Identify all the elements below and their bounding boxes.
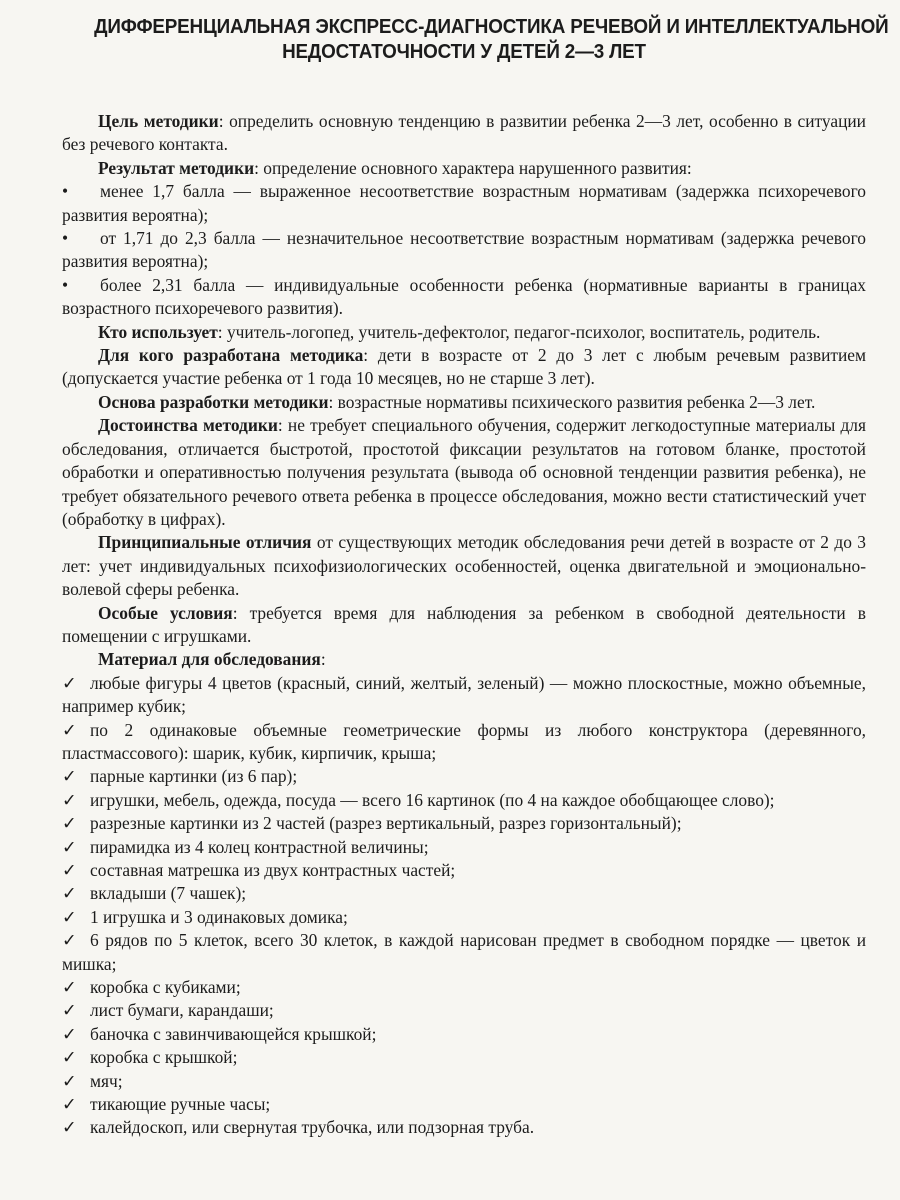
result-bullet: [62, 180, 866, 227]
material-item-text: любые фигуры 4 цветов (красный, синий, желтый, зеленый) — можно плоскостные, можно объемные, например кубик;: [62, 672, 866, 717]
result-bullet: [62, 227, 866, 274]
checkmark-icon: ✓: [62, 719, 77, 740]
materials-heading: [62, 648, 866, 671]
material-item-text: игрушки, мебель, одежда, посуда — всего 16 картинок (по 4 на каждое обобщающее слово);: [90, 789, 775, 810]
title-line-2: НЕДОСТАТОЧНОСТИ У ДЕТЕЙ 2—3 ЛЕТ: [282, 40, 646, 63]
checkmark-icon: ✓: [62, 766, 77, 787]
material-item-text: 1 игрушка и 3 одинаковых домика;: [90, 906, 348, 927]
checkmark-icon: ✓: [62, 1070, 77, 1091]
material-item: [62, 906, 866, 929]
material-item: [62, 1023, 866, 1046]
material-item-text: коробка с кубиками;: [90, 977, 241, 998]
differences-paragraph: [62, 531, 866, 601]
material-item: [62, 929, 866, 976]
document-title: [94, 14, 889, 64]
checkmark-icon: ✓: [62, 906, 77, 927]
material-item: [62, 882, 866, 905]
material-item-text: лист бумаги, карандаши;: [90, 1000, 274, 1021]
bullet-icon: •: [62, 228, 69, 249]
users-paragraph: [62, 321, 866, 344]
material-item-text: калейдоскоп, или свернутая трубочка, или подзорная труба.: [90, 1117, 535, 1138]
checkmark-icon: ✓: [62, 1117, 77, 1138]
materials-checklist: [62, 672, 866, 1140]
checkmark-icon: ✓: [62, 883, 77, 904]
goal-label: Цель методики: [98, 111, 219, 131]
material-item: [62, 1046, 866, 1069]
result-bullet-text: от 1,71 до 2,3 балла — незначительное несоответствие возрастным нормативам (задержка речевого развития вероятна);: [62, 228, 866, 272]
basis-paragraph: [62, 391, 866, 414]
material-item-text: составная матрешка из двух контрастных частей;: [90, 860, 456, 880]
checkmark-icon: ✓: [62, 1000, 77, 1021]
bullet-icon: •: [62, 181, 69, 202]
bullet-icon: •: [62, 274, 69, 295]
material-item-text: 6 рядов по 5 клеток, всего 30 клеток, в каждой нарисован предмет в свободном порядке — цветок и мишка;: [62, 930, 866, 974]
basis-text: : возрастные нормативы психического развития ребенка 2—3 лет.: [328, 391, 816, 412]
result-bullet-text: более 2,31 балла — индивидуальные особенности ребенка (нормативные варианты в границах возрастного психоречевого развития).: [62, 274, 866, 319]
differences-label: Принципиальные отличия: [98, 532, 312, 553]
checkmark-icon: ✓: [62, 1047, 77, 1068]
material-item-text: парные картинки (из 6 пар);: [90, 766, 298, 787]
conditions-label: Особые условия: [98, 602, 233, 623]
result-bullet-text: менее 1,7 балла — выраженное несоответствие возрастным нормативам (задержка психоречевого развития вероятна);: [62, 181, 866, 225]
document-body: [62, 110, 866, 1140]
checkmark-icon: ✓: [62, 977, 77, 998]
material-item-text: мяч;: [90, 1070, 123, 1091]
material-item-text: разрезные картинки из 2 частей (разрез вертикальный, разрез горизонтальный);: [90, 813, 682, 834]
material-item-text: коробка с крышкой;: [90, 1047, 238, 1068]
checkmark-icon: ✓: [62, 672, 77, 693]
material-item-text: тикающие ручные часы;: [90, 1094, 271, 1115]
checkmark-icon: ✓: [62, 860, 77, 880]
materials-label: Материал для обследования: [98, 649, 321, 670]
checkmark-icon: ✓: [62, 836, 77, 857]
audience-paragraph: [62, 344, 866, 391]
goal-text: : определить основную тенденцию в развитии ребенка 2—3 лет, особенно в ситуации без речевого контакта.: [62, 111, 866, 155]
material-item: [62, 1116, 866, 1139]
material-item: [62, 812, 866, 835]
checkmark-icon: ✓: [62, 1023, 77, 1044]
material-item-text: по 2 одинаковые объемные геометрические формы из любого конструктора (деревянного, пластмассового): шарик, кубик, кирпичик, крыша;: [62, 719, 866, 763]
checkmark-icon: ✓: [62, 789, 77, 810]
result-text: : определение основного характера нарушенного развития:: [254, 157, 692, 178]
material-item: [62, 1070, 866, 1093]
checkmark-icon: ✓: [62, 930, 77, 951]
advantages-text: : не требует специального обучения, содержит легкодоступные материалы для обследования, отличается быстротой, простотой фиксации результатов на готовом бланке, простотой обработки и оперативностью получения результата (вывода об основной тенденции развития ребенка), не требует обязательного речевого ответа ребенка в процессе обследования, можно вести статистический учет (обработку в цифрах).: [62, 415, 866, 529]
material-item: [62, 836, 866, 859]
material-item: [62, 672, 866, 719]
material-item: [62, 789, 866, 812]
audience-label: Для кого разработана методика: [98, 345, 364, 366]
users-label: Кто использует: [98, 321, 218, 342]
material-item: [62, 719, 866, 766]
checkmark-icon: ✓: [62, 813, 77, 834]
material-item-text: баночка с завинчивающейся крышкой;: [90, 1023, 377, 1044]
material-item-text: вкладыши (7 чашек);: [90, 883, 247, 904]
result-bullet-list: [62, 180, 866, 320]
basis-label: Основа разработки методики: [98, 391, 329, 412]
differences-text: от существующих методик обследования речи детей в возрасте от 2 до 3 лет: учет индивидуальных психофизиологических особенностей, оценка двигательной и эмоционально-волевой сферы ребенка.: [62, 532, 866, 600]
material-item: [62, 859, 866, 882]
material-item: [62, 999, 866, 1022]
material-item-text: пирамидка из 4 колец контрастной величины;: [90, 836, 429, 857]
materials-text: :: [320, 649, 326, 670]
result-paragraph: [62, 157, 866, 180]
checkmark-icon: ✓: [62, 1094, 77, 1115]
title-line-1: ДИФФЕРЕНЦИАЛЬНАЯ ЭКСПРЕСС-ДИАГНОСТИКА РЕЧЕВОЙ И ИНТЕЛЛЕКТУАЛЬНОЙ: [94, 15, 889, 38]
conditions-paragraph: [62, 602, 866, 649]
users-text: : учитель-логопед, учитель-дефектолог, педагог-психолог, воспитатель, родитель.: [217, 321, 821, 342]
audience-text: : дети в возрасте от 2 до 3 лет с любым речевым развитием (допускается участие ребенка от 1 года 10 месяцев, но не старше 3 лет).: [62, 345, 867, 389]
conditions-text: : требуется время для наблюдения за ребенком в свободной деятельности в помещении с игрушками.: [62, 602, 866, 646]
advantages-label: Достоинства методики: [98, 415, 278, 436]
goal-paragraph: [62, 110, 866, 157]
advantages-paragraph: [62, 414, 866, 531]
material-item: [62, 976, 866, 999]
material-item: [62, 1093, 866, 1116]
result-bullet: [62, 274, 866, 321]
result-label: Результат методики: [98, 157, 255, 178]
material-item: [62, 765, 866, 788]
